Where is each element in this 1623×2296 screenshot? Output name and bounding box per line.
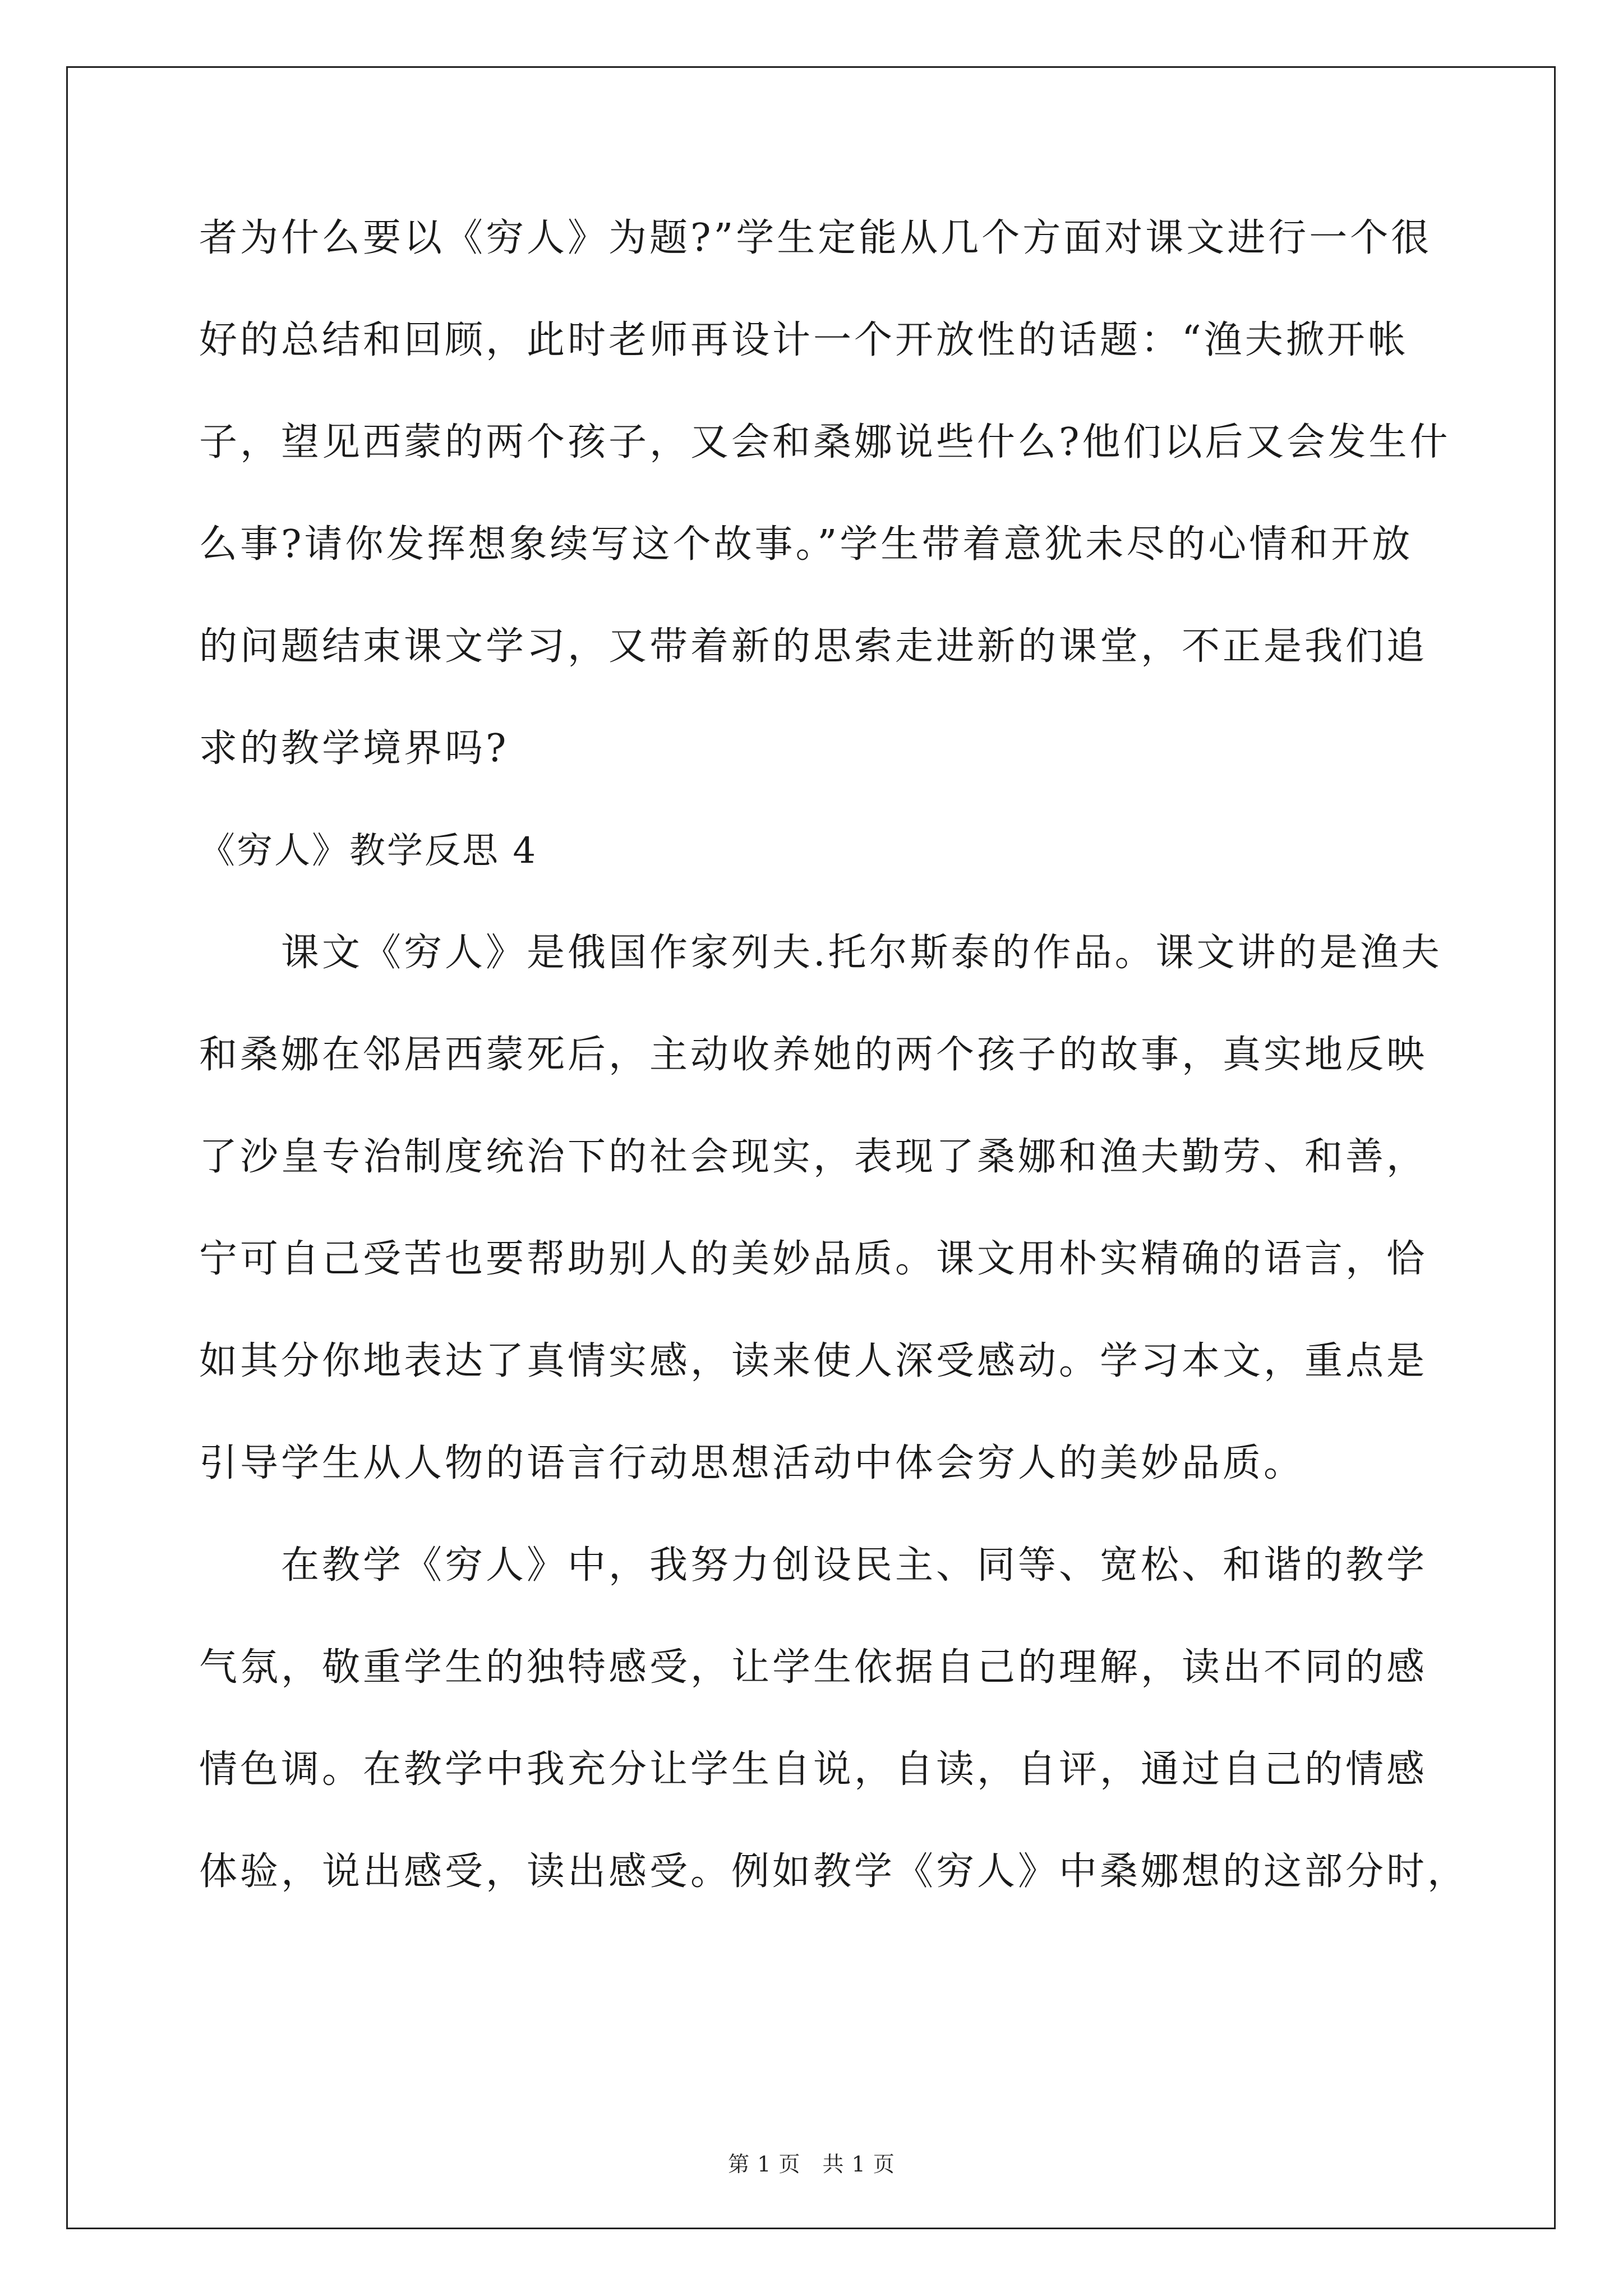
text-line: 体验，说出感受，读出感受。例如教学《穷人》中桑娜想的这部分时， — [199, 1849, 1469, 1894]
text-line: 课文《穷人》是俄国作家列夫.托尔斯泰的作品。课文讲的是渔夫 — [199, 931, 1442, 975]
text-line: 好的总结和回顾，此时老师再设计一个开放性的话题：“渔夫掀开帐 — [199, 318, 1409, 362]
text-line: 宁可自己受苦也要帮助别人的美妙品质。课文用朴实精确的语言，恰 — [199, 1237, 1428, 1281]
text-line: 如其分你地表达了真情实感，读来使人深受感动。学习本文，重点是 — [199, 1339, 1428, 1383]
text-line: 子，望见西蒙的两个孩子，又会和桑娜说些什么?他们以后又会发生什 — [199, 420, 1451, 464]
text-line: 在教学《穷人》中，我努力创设民主、同等、宽松、和谐的教学 — [199, 1543, 1428, 1588]
text-line: 的问题结束课文学习，又带着新的思索走进新的课堂，不正是我们追 — [199, 624, 1428, 669]
text-line: 者为什么要以《穷人》为题?”学生定能从几个方面对课文进行一个很 — [199, 216, 1432, 260]
page-number: 第 1 页 共 1 页 — [728, 2152, 895, 2177]
section-heading: 《穷人》教学反思 4 — [199, 830, 538, 872]
text-line: 引导学生从人物的语言行动思想活动中体会穷人的美妙品质。 — [199, 1441, 1305, 1485]
text-line: 么事?请你发挥想象续写这个故事。”学生带着意犹未尽的心情和开放 — [199, 522, 1413, 567]
text-line: 了沙皇专治制度统治下的社会现实，表现了桑娜和渔夫勤劳、和善， — [199, 1135, 1428, 1179]
text-line: 和桑娜在邻居西蒙死后，主动收养她的两个孩子的故事，真实地反映 — [199, 1033, 1428, 1077]
text-line: 求的教学境界吗? — [199, 726, 509, 771]
text-line: 气氛，敬重学生的独特感受，让学生依据自己的理解，读出不同的感 — [199, 1645, 1428, 1690]
text-line: 情色调。在教学中我充分让学生自说，自读，自评，通过自己的情感 — [199, 1747, 1428, 1792]
